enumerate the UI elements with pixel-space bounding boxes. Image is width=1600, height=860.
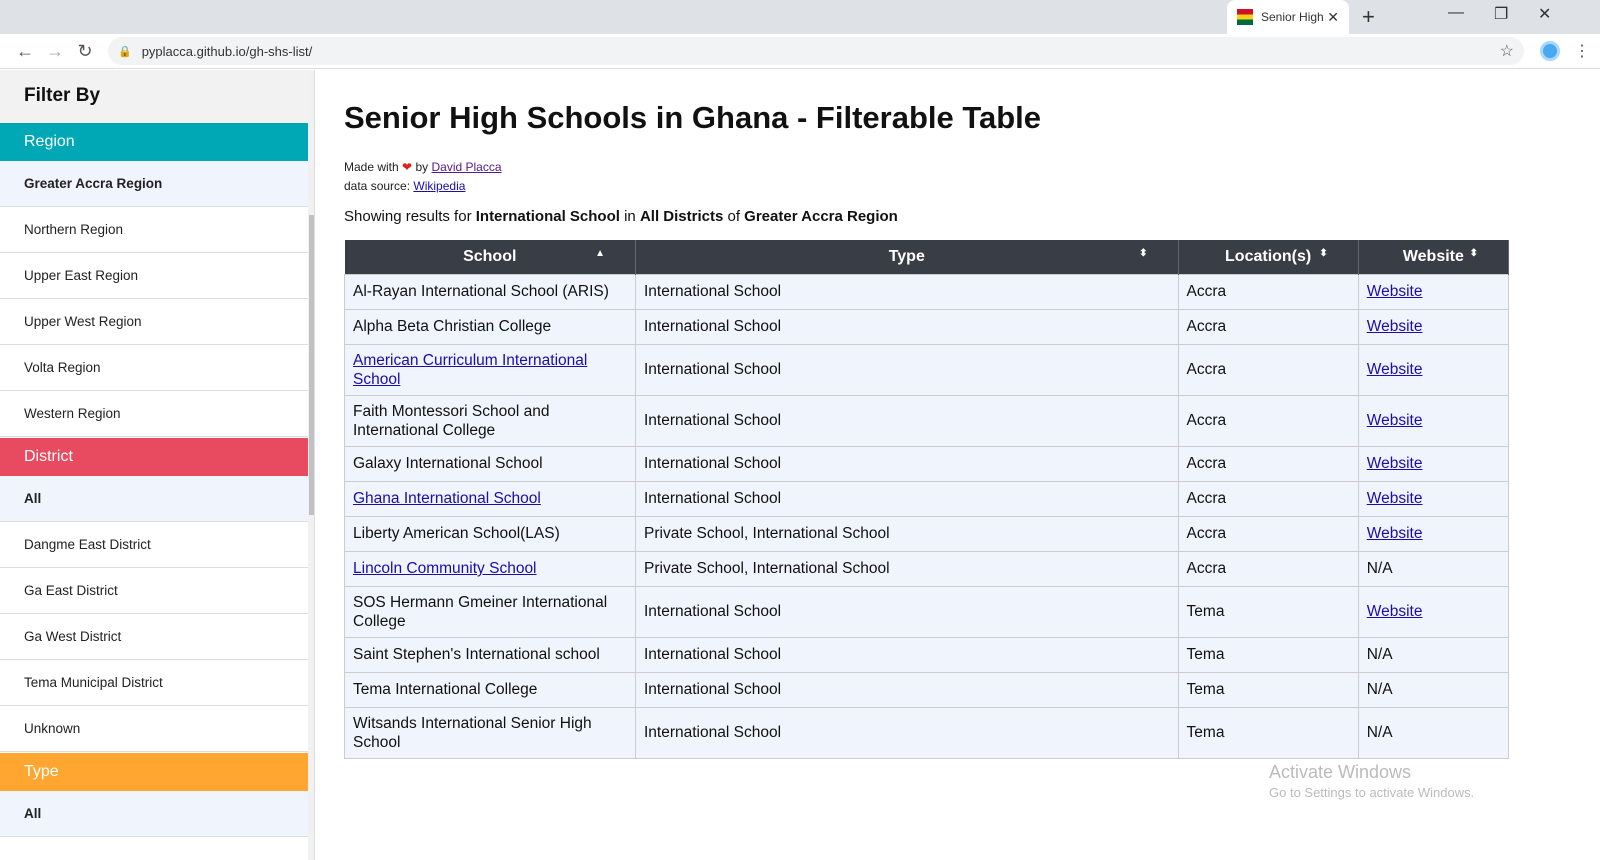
school-cell	[345, 344, 636, 395]
scrollbar-thumb[interactable]	[309, 215, 314, 515]
table-row	[345, 344, 1509, 395]
section-region: Region	[0, 123, 308, 161]
location-cell: Accra	[1178, 551, 1358, 586]
website-na: N/A	[1366, 560, 1393, 577]
region-filter-item[interactable]: Upper East Region	[0, 253, 308, 299]
website-cell	[1358, 481, 1508, 516]
browser-tab[interactable]	[1227, 0, 1349, 34]
website-na: N/A	[1366, 646, 1393, 663]
school-cell	[345, 446, 636, 481]
results-summary	[344, 208, 1514, 225]
table-row	[345, 586, 1509, 637]
sort-icon[interactable]: ⬍	[1319, 247, 1328, 259]
column-header[interactable]	[1178, 240, 1358, 274]
region-filter-item[interactable]: Volta Region	[0, 345, 308, 391]
location-cell: Accra	[1178, 309, 1358, 344]
school-cell	[345, 309, 636, 344]
school-name: Al-Rayan International School (ARIS)	[353, 283, 609, 300]
tab-bar	[0, 0, 1600, 34]
website-link[interactable]: Website	[1366, 490, 1423, 507]
extension-icon[interactable]	[1540, 41, 1560, 61]
sidebar-scrollbar[interactable]	[308, 70, 315, 860]
minimize-button[interactable]: —	[1448, 4, 1464, 21]
browser-toolbar	[0, 34, 1600, 69]
school-link[interactable]: Lincoln Community School	[353, 560, 537, 577]
website-cell	[1358, 309, 1508, 344]
type-cell: International School	[636, 309, 1179, 344]
district-filter-item[interactable]: Dangme East District	[0, 522, 308, 568]
restore-button[interactable]: ❐	[1494, 6, 1509, 23]
school-link[interactable]: American Curriculum International School	[353, 351, 588, 388]
website-na: N/A	[1366, 724, 1393, 741]
table-row	[345, 672, 1509, 707]
type-cell: International School	[636, 586, 1179, 637]
website-cell	[1358, 551, 1508, 586]
school-cell	[345, 672, 636, 707]
location-cell: Tema	[1178, 707, 1358, 758]
table-row	[345, 274, 1509, 309]
type-cell: International School	[636, 707, 1179, 758]
new-tab-button[interactable]: +	[1362, 4, 1375, 29]
location-cell: Accra	[1178, 395, 1358, 446]
column-label: School	[463, 247, 517, 265]
column-header[interactable]	[636, 240, 1179, 274]
school-name: SOS Hermann Gmeiner International College	[353, 593, 608, 630]
website-cell	[1358, 707, 1508, 758]
table-row	[345, 446, 1509, 481]
school-cell	[345, 274, 636, 309]
table-row	[345, 637, 1509, 672]
website-link[interactable]: Website	[1366, 283, 1423, 300]
location-cell: Accra	[1178, 481, 1358, 516]
table-row	[345, 309, 1509, 344]
made-with-text: Made with	[344, 160, 399, 174]
school-cell	[345, 395, 636, 446]
table-row	[345, 516, 1509, 551]
school-name: Witsands International Senior High School	[353, 714, 592, 751]
back-icon[interactable]: ←	[16, 40, 34, 61]
summary-district: All Districts	[639, 208, 724, 225]
type-cell: Private School, International School	[636, 516, 1179, 551]
type-filter-item[interactable]: All	[0, 791, 308, 837]
school-cell	[345, 516, 636, 551]
type-cell: International School	[636, 446, 1179, 481]
close-tab-icon[interactable]: ✕	[1327, 8, 1339, 25]
school-name: Alpha Beta Christian College	[353, 318, 552, 335]
type-cell: International School	[636, 672, 1179, 707]
lock-icon: 🔒	[118, 45, 132, 58]
region-filter-item[interactable]: Northern Region	[0, 207, 308, 253]
website-link[interactable]: Website	[1366, 603, 1423, 620]
reload-icon[interactable]: ↻	[77, 40, 93, 61]
district-filter-item[interactable]: All	[0, 476, 308, 522]
type-cell: International School	[636, 637, 1179, 672]
website-link[interactable]: Website	[1366, 412, 1423, 429]
summary-type: International School	[475, 208, 620, 225]
location-cell: Tema	[1178, 586, 1358, 637]
sidebar-title: Filter By	[0, 70, 308, 122]
location-cell: Tema	[1178, 672, 1358, 707]
location-cell: Accra	[1178, 446, 1358, 481]
tab-title: Senior High	[1261, 10, 1324, 24]
summary-in: in	[624, 208, 636, 225]
sort-icon[interactable]: ⬍	[1469, 247, 1478, 259]
location-cell: Accra	[1178, 516, 1358, 551]
type-cell: Private School, International School	[636, 551, 1179, 586]
district-filter-item[interactable]: Ga East District	[0, 568, 308, 614]
website-cell	[1358, 516, 1508, 551]
section-district: District	[0, 438, 308, 476]
region-filter-item[interactable]: Greater Accra Region	[0, 161, 308, 207]
school-name: Faith Montessori School and International College	[353, 402, 550, 439]
close-window-button[interactable]: ✕	[1538, 6, 1552, 23]
location-cell: Tema	[1178, 637, 1358, 672]
sort-icon[interactable]: ⬍	[1139, 247, 1148, 259]
heart-icon: ❤	[402, 160, 413, 174]
school-cell	[345, 707, 636, 758]
column-label: Location(s)	[1225, 247, 1312, 265]
school-cell	[345, 637, 636, 672]
by-text: by	[415, 160, 429, 174]
website-cell	[1358, 586, 1508, 637]
url-text: pyplacca.github.io/gh-shs-list/	[141, 43, 313, 59]
column-label: Website	[1402, 247, 1464, 265]
forward-icon[interactable]: →	[46, 40, 64, 61]
ghana-flag-icon	[1237, 9, 1253, 25]
watermark-line2: Go to Settings to activate Windows.	[1269, 785, 1475, 800]
district-filter-item[interactable]: Tema Municipal District	[0, 660, 308, 706]
main-content	[344, 70, 1514, 759]
district-filter-item[interactable]: Unknown	[0, 706, 308, 752]
summary-region: Greater Accra Region	[744, 208, 898, 225]
website-na: N/A	[1366, 681, 1393, 698]
table-row	[345, 395, 1509, 446]
school-name: Tema International College	[353, 681, 538, 698]
windows-watermark	[1269, 762, 1474, 800]
school-name: Liberty American School(LAS)	[353, 525, 560, 542]
menu-icon[interactable]: ⋮	[1574, 43, 1590, 60]
school-name: Galaxy International School	[353, 455, 543, 472]
school-cell	[345, 551, 636, 586]
column-label: Type	[888, 247, 925, 265]
address-bar[interactable]	[108, 37, 1524, 65]
source-label: data source:	[344, 179, 411, 193]
sort-asc-icon[interactable]: ▲	[595, 247, 605, 259]
table-row	[345, 481, 1509, 516]
website-cell	[1358, 344, 1508, 395]
section-type: Type	[0, 753, 308, 791]
bookmark-star-icon[interactable]: ☆	[1499, 43, 1514, 60]
website-link[interactable]: Website	[1366, 318, 1423, 335]
website-link[interactable]: Website	[1366, 455, 1423, 472]
website-cell	[1358, 672, 1508, 707]
website-cell	[1358, 395, 1508, 446]
district-filter-item[interactable]: Ga West District	[0, 614, 308, 660]
type-cell: International School	[636, 344, 1179, 395]
summary-of: of	[727, 208, 740, 225]
type-cell: International School	[636, 395, 1179, 446]
website-cell	[1358, 274, 1508, 309]
type-cell: International School	[636, 481, 1179, 516]
type-cell: International School	[636, 274, 1179, 309]
table-row	[345, 707, 1509, 758]
summary-prefix: Showing results for	[344, 208, 472, 225]
location-cell: Accra	[1178, 344, 1358, 395]
column-header[interactable]	[345, 240, 636, 274]
website-cell	[1358, 446, 1508, 481]
website-cell	[1358, 637, 1508, 672]
page-title: Senior High Schools in Ghana - Filterable Table	[344, 100, 1042, 135]
school-cell	[345, 481, 636, 516]
location-cell: Accra	[1178, 274, 1358, 309]
author-link[interactable]: David Placca	[431, 160, 502, 174]
website-link[interactable]: Website	[1366, 525, 1423, 542]
table-row	[345, 551, 1509, 586]
column-header[interactable]	[1358, 240, 1508, 274]
school-link[interactable]: Ghana International School	[353, 490, 541, 507]
watermark-line1: Activate Windows	[1269, 762, 1412, 782]
region-filter-item[interactable]: Upper West Region	[0, 299, 308, 345]
region-filter-item[interactable]: Western Region	[0, 391, 308, 437]
wikipedia-link[interactable]: Wikipedia	[413, 179, 466, 193]
school-cell	[345, 586, 636, 637]
filter-sidebar	[0, 70, 308, 860]
school-name: Saint Stephen's International school	[353, 646, 600, 663]
schools-table	[344, 240, 1509, 759]
website-link[interactable]: Website	[1366, 361, 1423, 378]
